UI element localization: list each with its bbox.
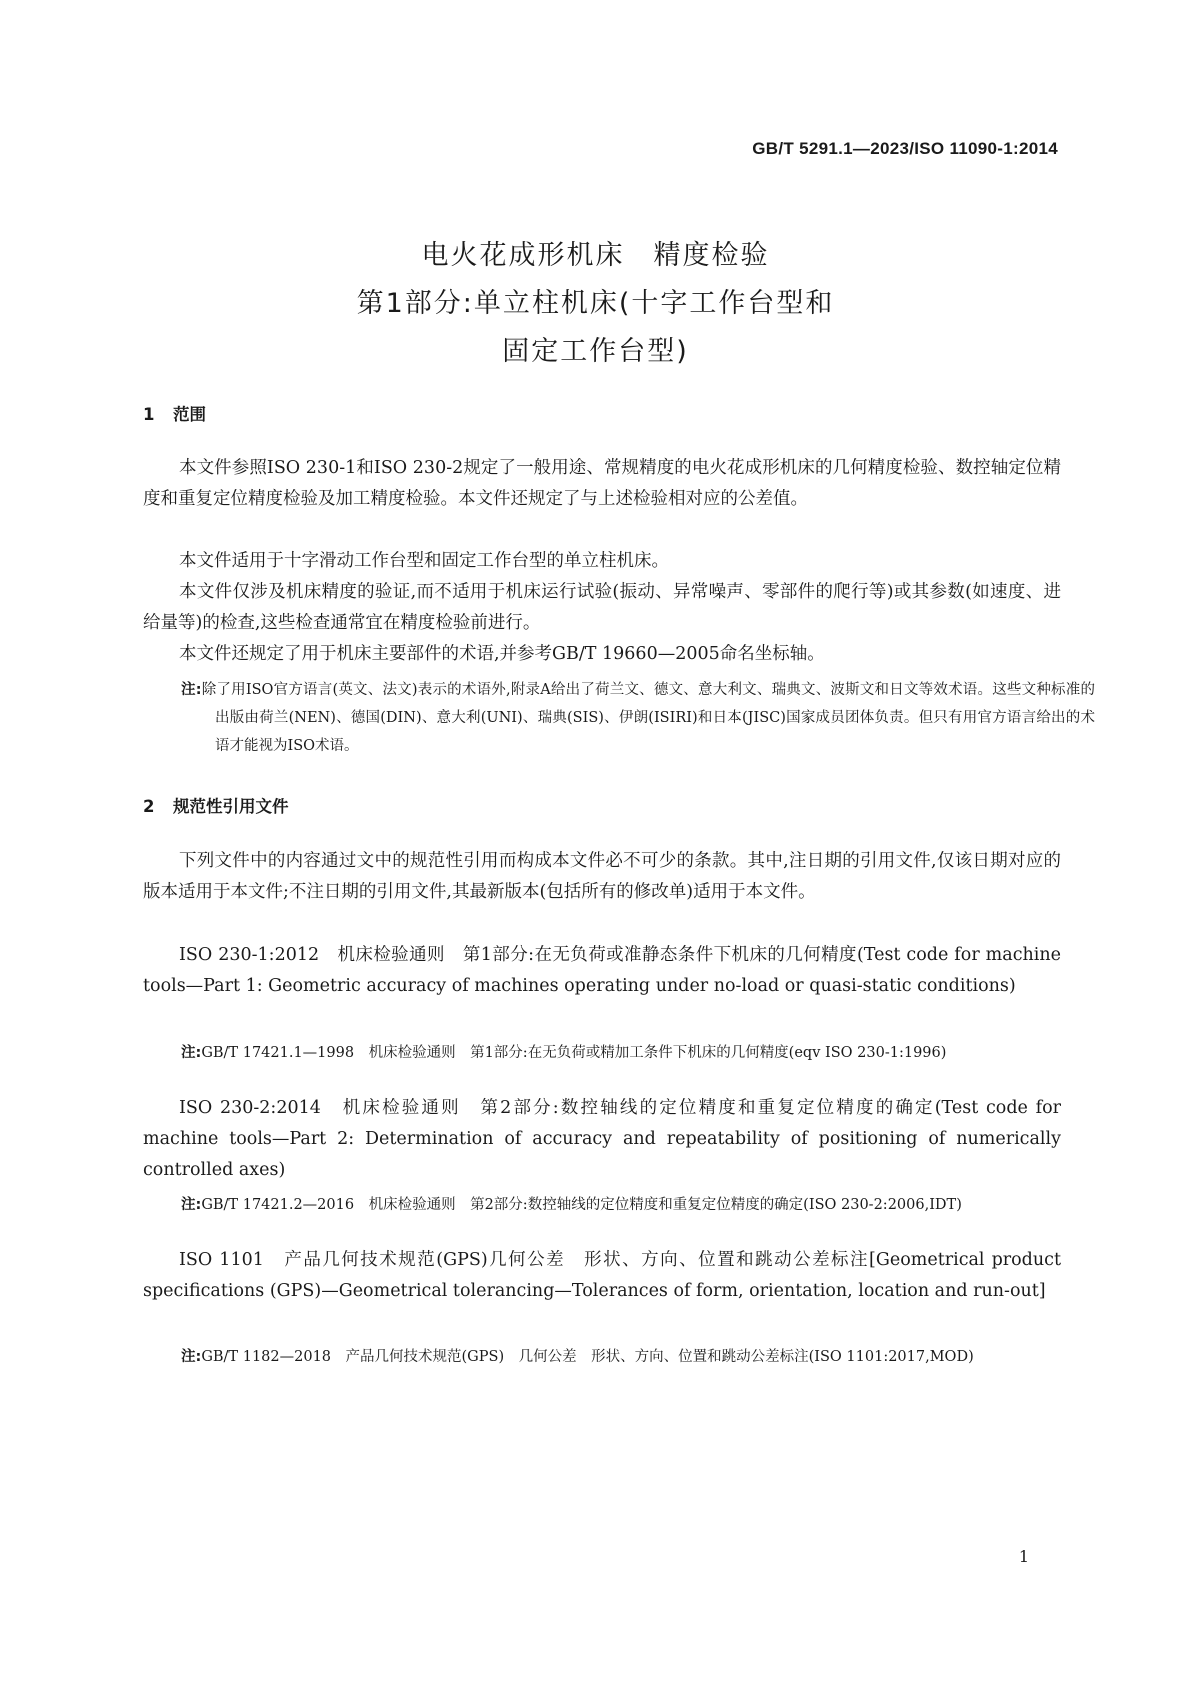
section-1-paragraph-2: 本文件适用于十字滑动工作台型和固定工作台型的单立柱机床。 — [179, 551, 669, 571]
title-line-1: 电火花成形机床 精度检验 — [421, 240, 770, 271]
reference-iso-1101-note — [181, 1343, 1095, 1371]
section-1-note — [181, 676, 1095, 760]
note-label: 注: — [181, 1197, 202, 1213]
section-2-number: 2 — [143, 797, 155, 816]
section-1-paragraph-4: 本文件还规定了用于机床主要部件的术语,并参考GB/T 19660—2005命名坐标轴。 — [179, 644, 825, 664]
reference-iso-230-2: ISO 230-2:2014 机床检验通则 第2部分:数控轴线的定位精度和重复定位精度的确定(Test code for machine tools—Part 2: Determination of accuracy and repeatability of positioning of numerically controlled axes) — [143, 1098, 1061, 1180]
note-text: GB/T 17421.1—1998 机床检验通则 第1部分:在无负荷或精加工条件下机床的几何精度(eqv ISO 230-1:1996) — [201, 1045, 947, 1061]
section-2-heading — [143, 793, 289, 817]
reference-iso-230-2-note — [181, 1191, 1095, 1219]
reference-iso-230-1: ISO 230-1:2012 机床检验通则 第1部分:在无负荷或准静态条件下机床的几何精度(Test code for machine tools—Part 1: Geometric accuracy of machines operating under no-load or quasi-static conditions) — [143, 945, 1061, 996]
section-1-heading — [143, 401, 206, 425]
reference-iso-1101: ISO 1101 产品几何技术规范(GPS)几何公差 形状、方向、位置和跳动公差标注[Geometrical product specifications (GPS)—Geometrical tolerancing—Tolerances of form, orientation, location and run-out] — [143, 1250, 1061, 1301]
section-2-title: 规范性引用文件 — [173, 797, 289, 816]
document-title — [0, 232, 1191, 376]
title-line-3: 固定工作台型) — [502, 336, 689, 367]
note-text: 除了用ISO官方语言(英文、法文)表示的术语外,附录A给出了荷兰文、德文、意大利文、瑞典文、波斯文和日文等效术语。这些文种标准的出版由荷兰(NEN)、德国(DIN)、意大利(UNI)、瑞典(SIS)、伊朗(ISIRI)和日本(JISC)国家成员团体负责。但只有用官方语言给出的术语才能视为ISO术语。 — [201, 682, 1095, 754]
note-label: 注: — [181, 1349, 202, 1365]
note-label: 注: — [181, 1045, 202, 1061]
note-label: 注: — [181, 682, 202, 698]
section-1-paragraph-1: 本文件参照ISO 230-1和ISO 230-2规定了一般用途、常规精度的电火花成形机床的几何精度检验、数控轴定位精度和重复定位精度检验及加工精度检验。本文件还规定了与上述检验相对应的公差值。 — [143, 458, 1061, 509]
standard-code: GB/T 5291.1—2023/ISO 11090-1:2014 — [752, 139, 1058, 158]
section-2-paragraph-1: 下列文件中的内容通过文中的规范性引用而构成本文件必不可少的条款。其中,注日期的引用文件,仅该日期对应的版本适用于本文件;不注日期的引用文件,其最新版本(包括所有的修改单)适用于本文件。 — [143, 851, 1061, 902]
section-1-paragraph-3: 本文件仅涉及机床精度的验证,而不适用于机床运行试验(振动、异常噪声、零部件的爬行等)或其参数(如速度、进给量等)的检查,这些检查通常宜在精度检验前进行。 — [143, 582, 1061, 633]
note-text: GB/T 17421.2—2016 机床检验通则 第2部分:数控轴线的定位精度和重复定位精度的确定(ISO 230-2:2006,IDT) — [201, 1197, 962, 1213]
section-1-title: 范围 — [173, 405, 206, 424]
page-number: 1 — [1018, 1547, 1029, 1566]
section-1-number: 1 — [143, 405, 155, 424]
title-line-2: 第1部分:单立柱机床(十字工作台型和 — [356, 288, 835, 319]
reference-iso-230-1-note — [181, 1039, 1095, 1067]
note-text: GB/T 1182—2018 产品几何技术规范(GPS) 几何公差 形状、方向、位置和跳动公差标注(ISO 1101:2017,MOD) — [201, 1349, 974, 1365]
